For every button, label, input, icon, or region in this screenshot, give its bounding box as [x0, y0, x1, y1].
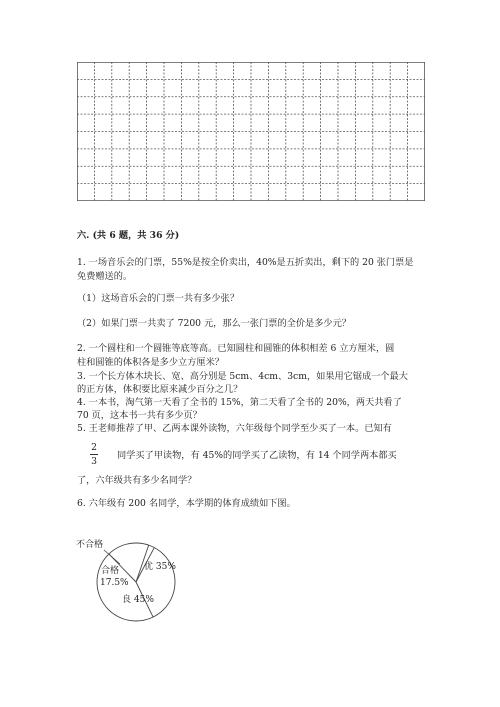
label-fail: 不合格 [76, 540, 104, 550]
writing-grid-lines [77, 62, 425, 201]
q5-line1: 5. 王老师推荐了甲、乙两本课外读物，六年级每个同学至少买了一本。已知有 [77, 423, 392, 434]
q3-line1: 3. 一个长方体木块长、宽、高分别是 5cm、4cm、3cm，如果用它锯成一个最大 [77, 371, 408, 382]
q5-fraction [89, 442, 99, 467]
q6-line1: 6. 六年级有 200 名同学，本学期的体育成绩如下图。 [77, 498, 296, 509]
fraction-numerator: 2 [91, 442, 97, 453]
label-pass-name: 合格 [101, 566, 120, 576]
section-title: 六. (共 6 题，共 36 分) [77, 230, 180, 241]
q1-line2: 免费赠送的。 [77, 271, 133, 282]
pie-chart [76, 530, 196, 630]
label-good: 良 45% [122, 595, 154, 605]
q5-line3: 了，六年级共有多少名同学？ [77, 475, 197, 486]
label-excellent: 优 35% [144, 562, 176, 572]
q1-sub2: （2）如果门票一共卖了 7200 元，那么一张门票的全价是多少元？ [77, 318, 351, 329]
q5-line2: 同学买了甲读物，有 45%的同学买了乙读物，有 14 个同学两本都买 [117, 450, 397, 461]
q1-line1: 1. 一场音乐会的门票，55%是按全价卖出，40%是五折卖出，剩下的 20 张门票是 [77, 257, 414, 268]
q4-line1: 4. 一本书，淘气第一天看了全书的 15%，第二天看了全书的 20%，两天共看了 [77, 397, 402, 408]
writing-grid [77, 62, 425, 201]
label-pass-value: 17.5% [100, 578, 129, 588]
fraction-denominator: 3 [91, 456, 97, 467]
q2-line1: 2. 一个圆柱和一个圆锥等底等高。已知圆柱和圆锥的体积相差 6 立方厘米，圆 [77, 343, 395, 354]
q4-line2: 70 页，这本书一共有多少页？ [77, 410, 202, 421]
q1-sub1: （1）这场音乐会的门票一共有多少张？ [77, 293, 240, 304]
fraction-bar [90, 454, 98, 455]
q3-line2: 的正方体，体积要比原来减少百分之几？ [77, 384, 243, 395]
q2-line2: 柱和圆锥的体积各是多少立方厘米？ [77, 357, 224, 368]
